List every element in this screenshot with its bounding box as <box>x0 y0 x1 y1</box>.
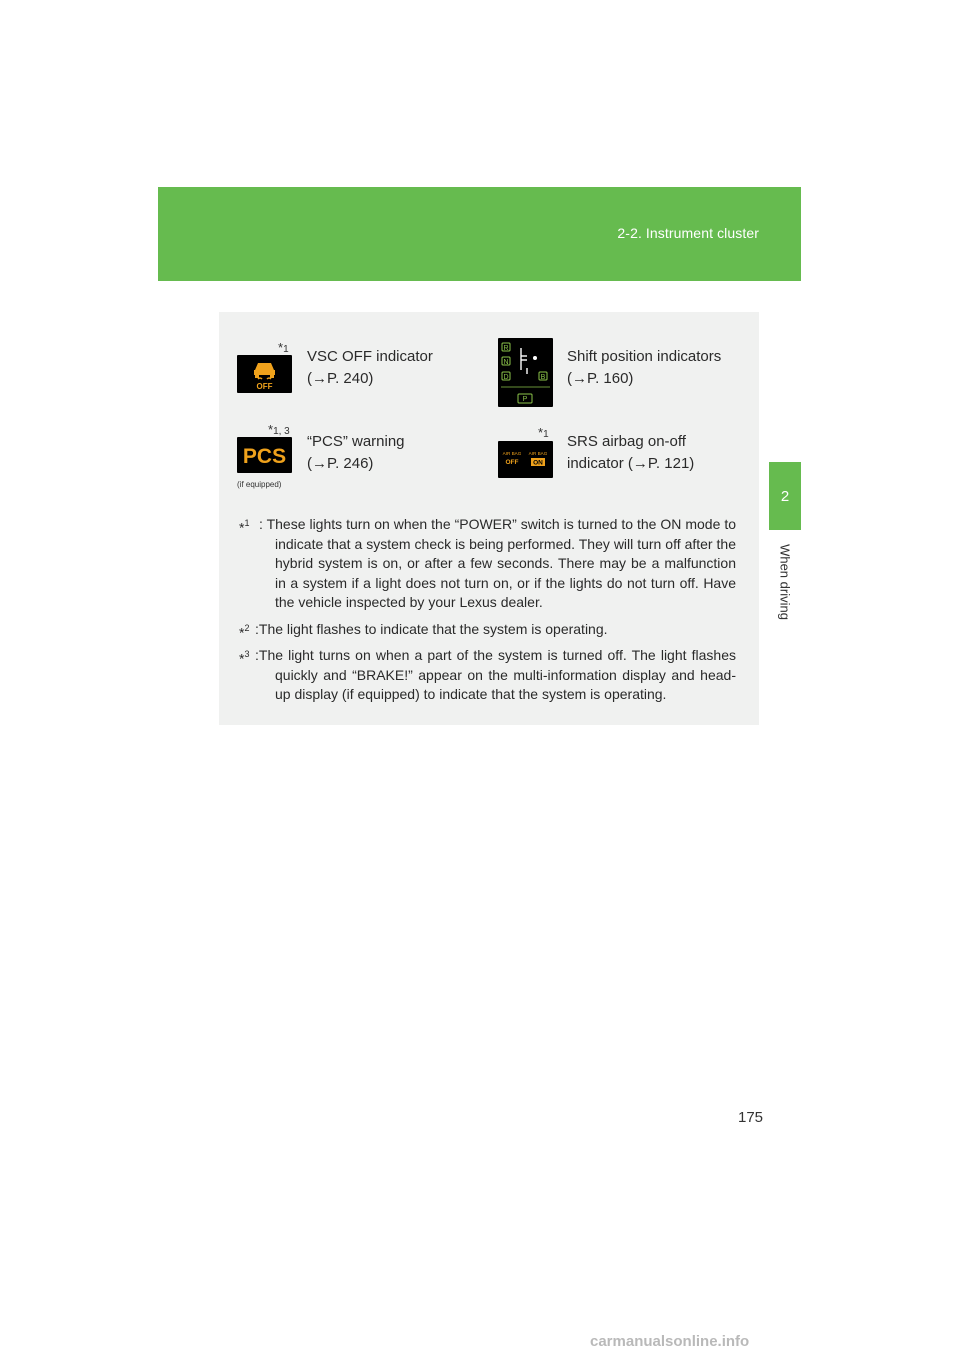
shift-letter-n: N <box>503 359 509 366</box>
page-reference-link[interactable]: (→P. 240) <box>307 370 374 387</box>
vsc-off-icon <box>237 355 292 393</box>
chapter-tab[interactable] <box>769 462 801 530</box>
airbag-off-label: OFF <box>505 459 519 466</box>
footnote-ref: *1, 3 <box>268 422 290 437</box>
indicator-panel <box>219 312 759 725</box>
indicator-title: VSC OFF indicator <box>307 348 433 365</box>
vsc-off-indicator-text <box>307 346 433 390</box>
shift-letter-d: D <box>503 374 509 381</box>
footnote-3: *$^3$ :The light turns on when a part of the system is turned off. The light flashes quickly and “BRAKE!” appear on the multi-information display and head-up display (if equipped) to indicate that the system is operating. <box>239 647 736 702</box>
srs-airbag-indicator-text <box>567 431 694 475</box>
srs-airbag-onoff-icon <box>498 441 553 478</box>
indicator-title: Shift position indicators <box>567 348 722 365</box>
shift-position-icon <box>498 338 553 407</box>
pcs-warning-text <box>307 431 405 475</box>
page-reference-link[interactable]: (→P. 246) <box>307 455 374 472</box>
airbag-on-label: ON <box>533 459 543 467</box>
vsc-off-icon-label: OFF <box>256 382 273 391</box>
shift-position-indicator-text <box>567 346 721 390</box>
page-number: 175 <box>738 1109 764 1126</box>
shift-letter-b: B <box>540 374 546 381</box>
chapter-label: When driving <box>777 544 793 620</box>
shift-letter-r: R <box>503 345 509 352</box>
section-title: 2-2. Instrument cluster <box>617 225 759 241</box>
pcs-icon-label: PCS <box>242 445 287 468</box>
footnotes <box>239 515 736 712</box>
indicator-title: SRS airbag on-off <box>567 433 686 450</box>
page-reference-link[interactable]: (→P. 160) <box>567 370 634 387</box>
footnote-2: *$^2$ :The light flashes to indicate that the system is operating. <box>239 620 608 641</box>
airbag-left-label: AIR BAG <box>502 451 522 456</box>
footnote-1: *$^1$ : These lights turn on when the “POWER” switch is turned to the ON mode to indicate that a system check is being performed. They will turn off after the hybrid system is on, or after a few seconds. There may be a malfunction in a system if a light does not turn on, or if the lights do not turn off. Have the vehicle inspected by your Lexus dealer. <box>239 516 736 610</box>
watermark: carmanualsonline.info <box>590 1333 750 1350</box>
chapter-number: 2 <box>780 487 790 505</box>
pcs-warning-icon <box>237 437 292 473</box>
header-band <box>158 187 801 281</box>
footnote-ref: *1 <box>538 425 549 440</box>
footnote-ref: *1 <box>278 340 289 355</box>
indicator-title: “PCS” warning <box>307 433 405 450</box>
airbag-right-label: AIR BAG <box>528 451 548 456</box>
shift-letter-p: P <box>522 396 528 403</box>
page-reference-link[interactable]: indicator (→P. 121) <box>567 455 695 472</box>
if-equipped-label: (if equipped) <box>237 480 282 489</box>
